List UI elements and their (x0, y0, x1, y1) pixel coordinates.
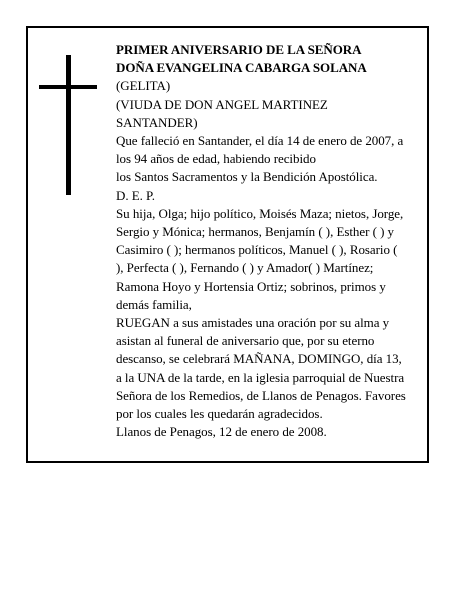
request-line-6: por los cuales les quedarán agradecidos. (116, 406, 323, 422)
widow-line-1: (VIUDA DE DON ANGEL MARTINEZ (116, 96, 328, 112)
death-line-3: los Santos Sacramentos y la Bendición Apostólica. (116, 169, 378, 185)
family-line-1: Su hija, Olga; hijo político, Moisés Maza; nietos, Jorge, (116, 205, 404, 221)
death-line-2: los 94 años de edad, habiendo recibido (116, 151, 316, 167)
family-line-2: Sergio y Mónica; hermanos, Benjamín ( ), Esther ( ) y (116, 224, 394, 240)
nickname: (GELITA) (116, 78, 171, 94)
cross-vertical-bar (66, 55, 71, 195)
request-line-5: Señora de los Remedios, de Llanos de Penagos. Favores (116, 387, 406, 403)
request-line-3: descanso, se celebrará MAÑANA, DOMINGO, día 13, (116, 351, 402, 367)
request-line-2: asistan al funeral de aniversario que, por su eterno (116, 333, 375, 349)
title-line-2: DOÑA EVANGELINA CABARGA SOLANA (116, 60, 367, 76)
death-line-1: Que falleció en Santander, el día 14 de enero de 2007, a (116, 133, 404, 149)
request-line-4: a la UNA de la tarde, en la iglesia parroquial de Nuestra (116, 369, 405, 385)
cross-horizontal-bar (39, 85, 97, 89)
request-line-1: RUEGAN a sus amistades una oración por su alma y (116, 315, 390, 331)
obituary-card (26, 26, 429, 463)
place-date-line: Llanos de Penagos, 12 de enero de 2008. (116, 424, 327, 440)
rip-line: D. E. P. (116, 187, 155, 203)
family-line-6: demás familia, (116, 296, 192, 312)
family-line-4: ), Perfecta ( ), Fernando ( ) y Amador( ) Martínez; (116, 260, 374, 276)
obituary-text (116, 41, 424, 441)
widow-line-2: SANTANDER) (116, 114, 198, 130)
title-line-1: PRIMER ANIVERSARIO DE LA SEÑORA (116, 42, 362, 57)
family-line-3: Casimiro ( ); hermanos políticos, Manuel ( ), Rosario ( (116, 242, 398, 258)
family-line-5: Ramona Hoyo y Hortensia Ortiz; sobrinos, primos y (116, 278, 386, 294)
